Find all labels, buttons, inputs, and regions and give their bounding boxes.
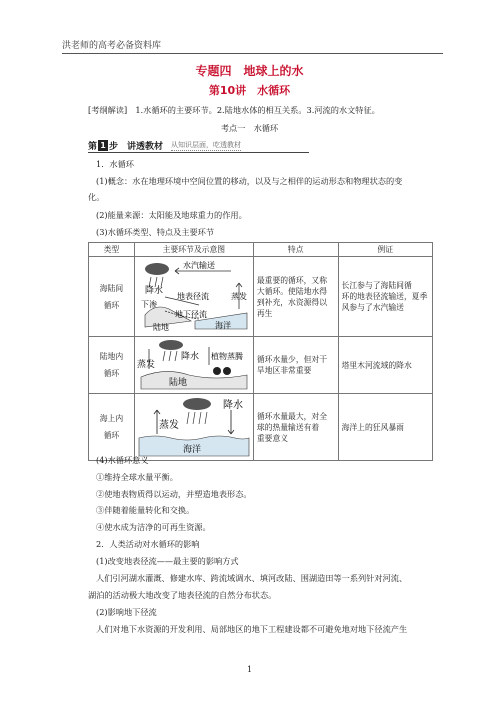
s2-p2-line1: 人们对地下水资源的开发利用、局部地区的地下工程建设都不可避免地对地下径流产生 <box>96 624 408 634</box>
step-rule <box>88 152 309 153</box>
land-shape <box>141 371 247 389</box>
row3-example <box>338 394 432 461</box>
infil-label: 下渗 <box>140 300 157 309</box>
s4-item: ①维持全球水量平衡。 <box>96 472 178 482</box>
row1-example <box>338 257 432 337</box>
row2-type-l2: 循环 <box>103 369 120 378</box>
row3-type <box>89 394 135 461</box>
th-diagram: 主要环节及示意图 <box>134 243 253 257</box>
kaodian-title: 考点一 水循环 <box>220 123 279 133</box>
step-post: 步 讲透教材 <box>109 141 164 152</box>
row1-type <box>89 257 135 337</box>
s1-types-heading: (3)水循环类型、特点及主要环节 <box>96 227 215 237</box>
row1-feature-l2: 大循环。使陆地水得 <box>256 286 328 296</box>
step-banner <box>88 139 241 151</box>
tree-icon <box>213 367 221 375</box>
rain-icon <box>163 351 177 361</box>
row2-diagram <box>134 337 253 394</box>
row1-feature-l3: 到补充，水资源得以 <box>256 297 328 307</box>
s1-concept-line1: (1)概念：水在地理环境中空间位置的移动，以及与之相伴的运动形态和物理状态的变 <box>96 176 403 186</box>
rain-label: 降水 <box>180 352 199 362</box>
page-header: 洪老师的高考必备资料库 <box>62 41 162 51</box>
s2-p1-line1: 人们引河湖水灌溉、修建水库、跨流域调水、填河改陆、围湖造田等一系列针对河流、 <box>96 573 408 583</box>
exam-points: [考纲解读] 1.水循环的主要环节。2.陆地水体的相互关系。3.河流的水文特征。 <box>88 105 380 115</box>
vapor-label: 水汽输送 <box>182 261 215 270</box>
evap-label: 蒸发 <box>158 420 179 431</box>
row3-feature-l3: 重要意义 <box>256 433 289 443</box>
evap-label: 蒸发 <box>136 360 155 370</box>
land-label: 陆地 <box>168 378 187 388</box>
cloud-icon <box>159 340 183 350</box>
s4-item: ③伴随着能量转化和交换。 <box>96 505 195 515</box>
trans-label: 植物蒸腾 <box>210 352 243 361</box>
s2-sub2: (2)影响地下径流 <box>96 607 157 617</box>
land-cycle-diagram <box>135 337 253 390</box>
step-note: 从知识层面，吃透教材 <box>171 140 242 149</box>
th-feature: 特点 <box>253 243 338 257</box>
tree-icon <box>223 367 231 375</box>
row1-feature-l1: 最重要的循环，又称 <box>256 275 328 285</box>
s2-sub1: (1)改变地表径流——最主要的影响方式 <box>96 556 239 566</box>
s4-item: ②使地表物质得以运动，并塑造地表形态。 <box>96 489 252 499</box>
page-number: 1 <box>246 665 253 674</box>
lesson-title: 第10讲 水循环 <box>208 84 291 97</box>
row1-feature <box>253 257 338 337</box>
row3-diagram <box>134 394 253 461</box>
table-row <box>89 337 433 394</box>
row2-feature-l2: 旱地区非常重要 <box>256 366 312 375</box>
row3-feature <box>253 394 338 461</box>
step-pre: 第 <box>88 141 98 152</box>
row1-feature-l4: 再生 <box>256 308 273 318</box>
table-row <box>89 257 433 337</box>
land-label: 陆地 <box>152 323 169 332</box>
ocean-label: 海洋 <box>182 445 201 455</box>
cloud-icon <box>145 263 169 275</box>
sea-land-cycle-diagram <box>135 257 253 333</box>
row1-diagram <box>134 257 253 337</box>
row1-example-l2: 环的地表径流输送，夏季 <box>341 292 428 301</box>
th-type: 类型 <box>89 243 135 257</box>
row1-type-l1: 海陆间 <box>99 283 124 293</box>
water-cycle-table <box>88 242 433 461</box>
topic-title: 专题四 地球上的水 <box>195 64 304 78</box>
th-example: 例证 <box>338 243 432 257</box>
row2-example-l1: 塔里木河流域的降水 <box>341 360 412 370</box>
s1-heading: 1．水循环 <box>96 159 134 169</box>
row2-type-l1: 陆地内 <box>99 352 124 361</box>
row3-type-l1: 海上内 <box>99 414 124 423</box>
ocean-label: 海洋 <box>214 321 231 330</box>
under-label: 地下径流 <box>174 310 207 319</box>
row2-feature-l1: 循环水量少，但对干 <box>256 355 328 364</box>
table-row <box>89 394 433 461</box>
s4-heading: (4)水循环意义 <box>96 455 149 465</box>
header-rule <box>62 53 443 54</box>
s1-energy: (2)能量来源：太阳能及地球重力的作用。 <box>96 210 247 220</box>
table-header-row <box>89 243 433 257</box>
row3-feature-l2: 球的热量输送有着 <box>256 422 320 432</box>
evap-label: 蒸发 <box>230 292 247 301</box>
rain-label: 降水 <box>144 286 163 296</box>
row3-example-l1: 海洋上的狂风暴雨 <box>341 422 404 432</box>
rain-label: 降水 <box>222 400 243 411</box>
row2-example <box>338 337 432 394</box>
row2-feature <box>253 337 338 394</box>
row1-example-l3: 风参与了水汽输送 <box>341 303 404 312</box>
step-number: 1 <box>98 140 108 151</box>
s2-p1-line2: 湖泊的活动极大地改变了地表径流的自然分布状态。 <box>88 590 277 600</box>
s1-concept-line2: 化。 <box>88 192 105 202</box>
cloud-icon <box>183 398 211 410</box>
row3-feature-l1: 循环水量最大，对全 <box>256 411 328 421</box>
up-arrows <box>149 347 209 369</box>
s4-item: ④使水成为洁净的可再生资源。 <box>96 522 211 532</box>
rain-icon <box>187 412 207 424</box>
row1-type-l2: 循环 <box>103 300 120 310</box>
row3-type-l2: 循环 <box>103 431 120 440</box>
row1-example-l1: 长江参与了海陆间循 <box>341 281 412 290</box>
row2-type <box>89 337 135 394</box>
surface-label: 地表径流 <box>176 292 209 301</box>
step-label <box>88 139 163 152</box>
s2-heading: 2．人类活动对水循环的影响 <box>96 539 200 549</box>
ocean-cycle-diagram <box>135 394 253 457</box>
